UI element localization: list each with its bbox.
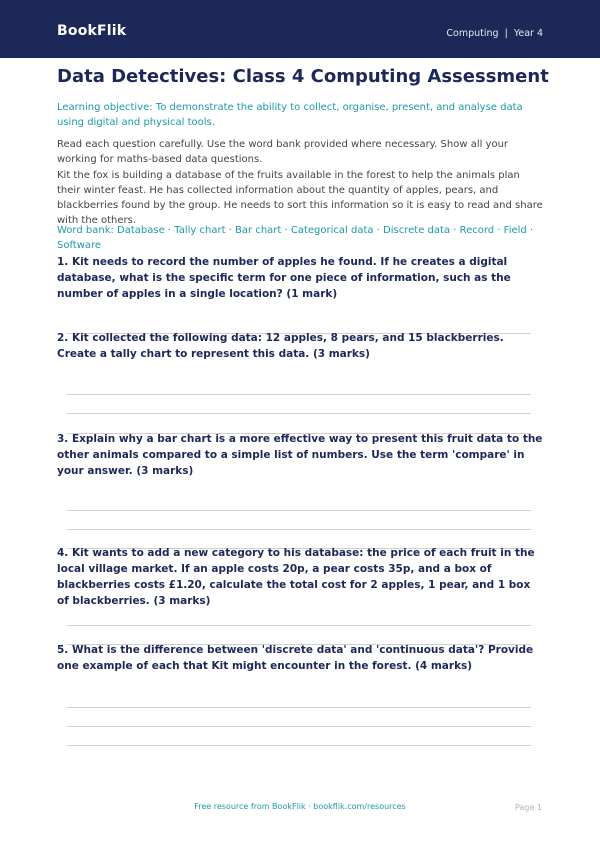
answer-line[interactable] bbox=[67, 394, 531, 395]
answer-line[interactable] bbox=[67, 529, 531, 530]
answer-line[interactable] bbox=[67, 707, 531, 708]
question-1: 1. Kit needs to record the number of apples he found. If he creates a digital database, what is the specific term for one piece of information, such as the number of apples in a single location? (1 mark) bbox=[57, 256, 511, 300]
question-4: 4. Kit wants to add a new category to his database: the price of each fruit in the local village market. If an apple costs 20p, a pear costs 35p, and a box of blackberries costs £1.20, calculate the total cost for 2 apples, 1 pear, and 1 box of blackberries. (3 marks) bbox=[57, 547, 535, 607]
answer-line[interactable] bbox=[67, 726, 531, 727]
scenario-text: Kit the fox is building a database of the fruits available in the forest to help the animals plan their winter feast. He has collected information about the quantity of apples, pears, and blackberries found by the group. He needs to sort this information so it is easy to read and share with the others. bbox=[57, 170, 543, 226]
page-number: Page 1 bbox=[515, 803, 542, 812]
word-bank: Word bank: Database · Tally chart · Bar chart · Categorical data · Discrete data · Record · Field · Software bbox=[57, 225, 534, 251]
question-3: 3. Explain why a bar chart is a more effective way to present this fruit data to the other animals compared to a simple list of numbers. Use the term 'compare' in your answer. (3 marks) bbox=[57, 433, 543, 477]
answer-line[interactable] bbox=[67, 510, 531, 511]
question-2: 2. Kit collected the following data: 12 apples, 8 pears, and 15 blackberries. Create a tally chart to represent this data. (3 marks) bbox=[57, 332, 504, 360]
brand-logo: BookFlik bbox=[57, 23, 127, 39]
learning-objective: Learning objective: To demonstrate the ability to collect, organise, present, and analyse data using digital and physical tools. bbox=[57, 102, 523, 128]
question-5: 5. What is the difference between 'discrete data' and 'continuous data'? Provide one example of each that Kit might encounter in the forest. (4 marks) bbox=[57, 644, 534, 672]
subject-year-label: Computing | Year 4 bbox=[446, 28, 543, 39]
page-title: Data Detectives: Class 4 Computing Assessment bbox=[57, 66, 549, 87]
page-header bbox=[0, 0, 600, 58]
instructions: Read each question carefully. Use the word bank provided where necessary. Show all your working for maths-based data questions. bbox=[57, 139, 509, 165]
footer-resource-link[interactable]: Free resource from BookFlik · bookflik.com/resources bbox=[194, 802, 406, 811]
answer-line[interactable] bbox=[67, 625, 531, 626]
answer-line[interactable] bbox=[67, 413, 531, 414]
answer-line[interactable] bbox=[67, 745, 531, 746]
